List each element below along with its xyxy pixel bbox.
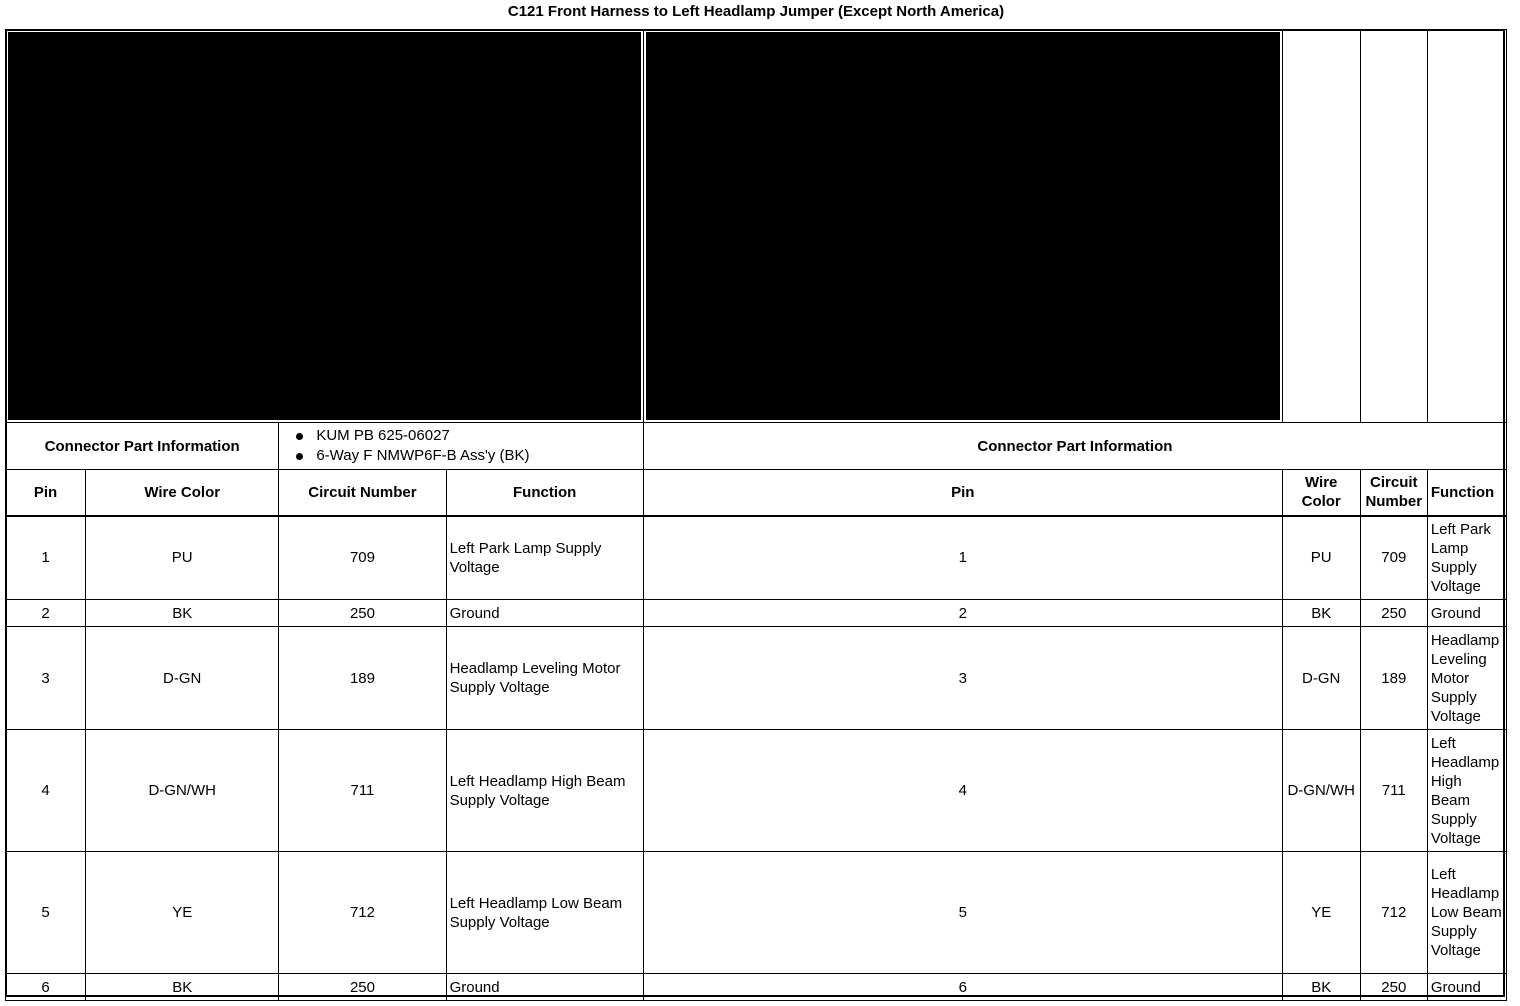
function-cell-right: Left Headlamp Low Beam Supply Voltage [1427, 852, 1506, 974]
circuit-cell: 709 [279, 516, 446, 600]
circuit-cell: 250 [279, 974, 446, 1001]
wire-color-cell: D-GN [86, 627, 279, 730]
wire-color-cell-right: PU [1282, 516, 1360, 600]
circuit-cell: 250 [279, 600, 446, 627]
outer-frame [5, 29, 1505, 997]
function-cell: Left Headlamp Low Beam Supply Voltage [446, 852, 643, 974]
wire-color-cell: BK [86, 974, 279, 1001]
pin-cell: 6 [6, 974, 86, 1001]
col-header-function-right: Function [1427, 470, 1506, 516]
pin-cell: 3 [6, 627, 86, 730]
function-cell-right: Ground [1427, 600, 1506, 627]
circuit-cell: 711 [279, 730, 446, 852]
circuit-cell: 712 [279, 852, 446, 974]
function-cell: Ground [446, 974, 643, 1001]
col-header-pin: Pin [6, 470, 86, 516]
wire-color-cell: D-GN/WH [86, 730, 279, 852]
function-cell: Left Park Lamp Supply Voltage [446, 516, 643, 600]
circuit-cell-right: 709 [1360, 516, 1427, 600]
pin-cell: 4 [6, 730, 86, 852]
col-header-circuit-number: Circuit Number [279, 470, 446, 516]
pin-cell: 2 [6, 600, 86, 627]
page-title: C121 Front Harness to Left Headlamp Jumper (Except North America) [507, 3, 1005, 20]
col-header-function: Function [446, 470, 643, 516]
connector-info-label-left: Connector Part Information [6, 423, 279, 470]
pin-cell-right: 1 [643, 516, 1282, 600]
circuit-cell-right: 711 [1360, 730, 1427, 852]
function-cell-right: Left Park Lamp Supply Voltage [1427, 516, 1506, 600]
pin-cell-right: 5 [643, 852, 1282, 974]
pin-cell: 1 [6, 516, 86, 600]
connector-part-item: KUM PB 625-06027 [292, 426, 639, 446]
function-cell: Headlamp Leveling Motor Supply Voltage [446, 627, 643, 730]
wire-color-cell-right: D-GN/WH [1282, 730, 1360, 852]
wire-color-cell: BK [86, 600, 279, 627]
col-header-circuit-number-right: Circuit Number [1360, 470, 1427, 516]
function-cell-right: Left Headlamp High Beam Supply Voltage [1427, 730, 1506, 852]
circuit-cell-right: 250 [1360, 600, 1427, 627]
pin-cell-right: 3 [643, 627, 1282, 730]
col-header-wire-color: Wire Color [86, 470, 279, 516]
pin-cell-right: 4 [643, 730, 1282, 852]
function-cell: Left Headlamp High Beam Supply Voltage [446, 730, 643, 852]
connector-part-item: 6-Way F NMWP6F-B Ass'y (BK) [292, 446, 639, 466]
pin-cell: 5 [6, 852, 86, 974]
pin-cell-right: 6 [643, 974, 1282, 1001]
wire-color-cell: YE [86, 852, 279, 974]
wire-color-cell-right: BK [1282, 974, 1360, 1001]
circuit-cell: 189 [279, 627, 446, 730]
wire-color-cell: PU [86, 516, 279, 600]
pin-cell-right: 2 [643, 600, 1282, 627]
circuit-cell-right: 250 [1360, 974, 1427, 1001]
wire-color-cell-right: BK [1282, 600, 1360, 627]
col-header-wire-color-right: Wire Color [1282, 470, 1360, 516]
wire-color-cell-right: D-GN [1282, 627, 1360, 730]
function-cell-right: Ground [1427, 974, 1506, 1001]
connector-info-label-right: Connector Part Information [643, 423, 1506, 470]
function-cell-right: Headlamp Leveling Motor Supply Voltage [1427, 627, 1506, 730]
wire-color-cell-right: YE [1282, 852, 1360, 974]
col-header-pin-right: Pin [643, 470, 1282, 516]
function-cell: Ground [446, 600, 643, 627]
circuit-cell-right: 712 [1360, 852, 1427, 974]
circuit-cell-right: 189 [1360, 627, 1427, 730]
